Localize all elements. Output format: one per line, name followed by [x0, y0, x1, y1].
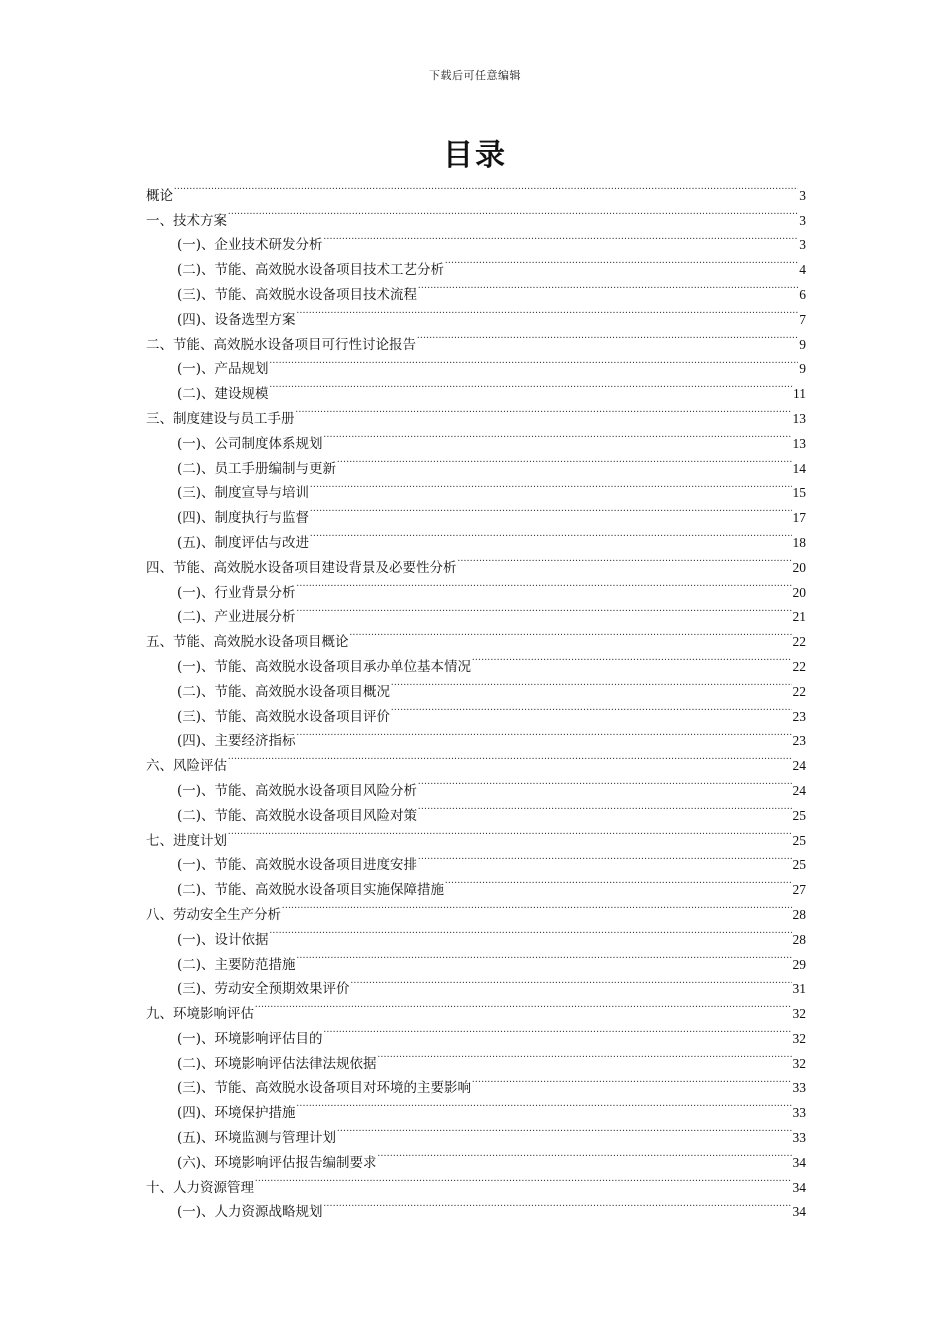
toc-dot-leader [445, 869, 791, 894]
toc-entry-title: (四)、环境保护措施 [177, 1105, 296, 1122]
toc-entry-page-number: 3 [799, 187, 806, 203]
toc-dot-leader [458, 547, 792, 572]
toc-dot-leader [270, 373, 792, 398]
toc-entry-page-number: 4 [799, 262, 806, 278]
toc-dot-leader [270, 919, 792, 944]
toc-entry-title: (四)、制度执行与监督 [177, 510, 310, 527]
toc-entry-title: (二)、节能、高效脱水设备项目技术工艺分析 [177, 262, 445, 279]
toc-entry-page-number: 33 [792, 1080, 806, 1096]
toc-entry-title: (一)、公司制度体系规划 [177, 435, 323, 452]
toc-entry-title: 二、节能、高效脱水设备项目可行性讨论报告 [146, 336, 416, 353]
toc-entry-title: 十、人力资源管理 [146, 1179, 254, 1196]
toc-entry-title: 七、进度计划 [146, 832, 227, 849]
toc-dot-leader [472, 646, 791, 671]
toc-entry-page-number: 23 [792, 733, 806, 749]
toc-entry-page-number: 33 [792, 1105, 806, 1121]
toc-dot-leader [324, 423, 792, 448]
toc-entry-page-number: 6 [799, 286, 806, 302]
toc-entry-title: (一)、节能、高效脱水设备项目进度安排 [177, 857, 418, 874]
toc-dot-leader [445, 249, 798, 274]
toc-entry-title: 概论 [146, 187, 173, 204]
table-of-contents [146, 175, 806, 1221]
toc-entry-page-number: 21 [792, 609, 806, 625]
toc-entry-title: 八、劳动安全生产分析 [146, 906, 281, 923]
toc-entry[interactable] [146, 745, 806, 775]
toc-entry-page-number: 22 [792, 683, 806, 699]
page-header: 下载后可任意编辑 [429, 69, 521, 82]
toc-dot-leader [417, 324, 798, 349]
toc-entry-page-number: 9 [799, 336, 806, 352]
toc-dot-leader [270, 349, 799, 374]
toc-dot-leader [310, 473, 791, 498]
toc-entry-title: (一)、设计依据 [177, 931, 269, 948]
toc-entry-title: (一)、节能、高效脱水设备项目风险分析 [177, 782, 418, 799]
toc-entry-page-number: 33 [792, 1130, 806, 1146]
toc-dot-leader [350, 621, 792, 646]
toc-entry-page-number: 31 [792, 981, 806, 997]
toc-entry-title: (二)、环境影响评估法律法规依据 [177, 1055, 377, 1072]
toc-entry-title: (三)、节能、高效脱水设备项目技术流程 [177, 286, 418, 303]
toc-entry-page-number: 11 [793, 386, 806, 402]
toc-dot-leader [297, 572, 792, 597]
toc-dot-leader [418, 845, 791, 870]
toc-entry-page-number: 3 [799, 212, 806, 228]
toc-dot-leader [418, 274, 798, 299]
toc-dot-leader [174, 175, 798, 200]
toc-entry-title: 九、环境影响评估 [146, 1006, 254, 1023]
toc-entry-title: (二)、节能、高效脱水设备项目概况 [177, 683, 391, 700]
toc-entry-title: (二)、节能、高效脱水设备项目风险对策 [177, 807, 418, 824]
toc-entry-title: (二)、员工手册编制与更新 [177, 460, 337, 477]
toc-entry[interactable] [146, 770, 806, 799]
toc-entry-page-number: 7 [799, 311, 806, 327]
toc-entry-page-number: 9 [799, 361, 806, 377]
toc-entry-page-number: 34 [792, 1204, 806, 1220]
toc-entry-page-number: 34 [792, 1179, 806, 1195]
toc-dot-leader [228, 820, 792, 845]
toc-entry-page-number: 27 [792, 882, 806, 898]
toc-entry-title: (一)、环境影响评估目的 [177, 1030, 323, 1047]
toc-entry-title: (二)、建设规模 [177, 386, 269, 403]
toc-entry-page-number: 28 [792, 931, 806, 947]
toc-dot-leader [324, 225, 799, 250]
toc-entry-page-number: 24 [792, 782, 806, 798]
toc-entry-title: (四)、设备选型方案 [177, 311, 296, 328]
toc-entry-page-number: 22 [792, 658, 806, 674]
toc-dot-leader [324, 1192, 792, 1217]
toc-entry-page-number: 20 [792, 559, 806, 575]
toc-entry-title: (一)、企业技术研发分析 [177, 237, 323, 254]
toc-entry-title: (一)、产品规划 [177, 361, 269, 378]
toc-dot-leader [255, 993, 792, 1018]
toc-dot-leader [297, 1092, 792, 1117]
toc-dot-leader [297, 299, 799, 324]
toc-entry[interactable] [146, 845, 806, 874]
toc-dot-leader [296, 398, 792, 423]
toc-dot-leader [255, 1167, 792, 1192]
toc-entry-page-number: 14 [792, 460, 806, 476]
toc-entry-title: (一)、行业背景分析 [177, 584, 296, 601]
toc-entry-title: (六)、环境影响评估报告编制要求 [177, 1154, 377, 1171]
toc-entry-page-number: 25 [792, 857, 806, 873]
toc-dot-leader [297, 721, 792, 746]
toc-dot-leader [378, 1043, 792, 1068]
toc-entry-title: (五)、制度评估与改进 [177, 534, 310, 551]
toc-entry[interactable] [146, 175, 806, 204]
toc-dot-leader [391, 671, 791, 696]
toc-dot-leader [228, 200, 798, 225]
toc-entry-title: 五、节能、高效脱水设备项目概论 [146, 634, 349, 651]
toc-entry-title: 四、节能、高效脱水设备项目建设背景及必要性分析 [146, 559, 457, 576]
toc-entry-title: 六、风险评估 [146, 758, 227, 775]
toc-dot-leader [297, 944, 792, 969]
toc-entry-page-number: 24 [792, 758, 806, 774]
toc-entry-page-number: 13 [792, 410, 806, 426]
toc-entry-title: (五)、环境监测与管理计划 [177, 1130, 337, 1147]
toc-entry-page-number: 28 [792, 906, 806, 922]
toc-dot-leader [418, 770, 791, 795]
toc-dot-leader [310, 497, 791, 522]
toc-dot-leader [310, 522, 791, 547]
toc-dot-leader [337, 1117, 791, 1142]
toc-entry-title: (三)、制度宣导与培训 [177, 485, 310, 502]
toc-entry-title: (一)、人力资源战略规划 [177, 1204, 323, 1221]
toc-dot-leader [324, 1018, 792, 1043]
toc-entry-title: (三)、节能、高效脱水设备项目对环境的主要影响 [177, 1080, 472, 1097]
toc-entry-title: (一)、节能、高效脱水设备项目承办单位基本情况 [177, 658, 472, 675]
toc-entry-title: (二)、主要防范措施 [177, 956, 296, 973]
toc-entry-page-number: 25 [792, 832, 806, 848]
toc-dot-leader [297, 597, 792, 622]
toc-dot-leader [337, 448, 791, 473]
toc-dot-leader [391, 696, 791, 721]
toc-entry-page-number: 34 [792, 1154, 806, 1170]
toc-entry-page-number: 13 [792, 435, 806, 451]
toc-entry-title: (三)、节能、高效脱水设备项目评价 [177, 708, 391, 725]
page-title: 目录 [443, 138, 507, 173]
toc-entry-page-number: 23 [792, 708, 806, 724]
toc-entry[interactable] [146, 200, 806, 229]
toc-entry-page-number: 32 [792, 1006, 806, 1022]
toc-entry-title: 三、制度建设与员工手册 [146, 410, 295, 427]
toc-entry-page-number: 32 [792, 1055, 806, 1071]
toc-entry-title: (二)、节能、高效脱水设备项目实施保障措施 [177, 882, 445, 899]
toc-entry[interactable] [146, 820, 806, 849]
toc-entry-page-number: 32 [792, 1030, 806, 1046]
toc-dot-leader [472, 1068, 791, 1093]
toc-dot-leader [351, 969, 792, 994]
toc-dot-leader [228, 745, 792, 770]
toc-entry-page-number: 22 [792, 634, 806, 650]
toc-entry-page-number: 25 [792, 807, 806, 823]
toc-entry-title: (三)、劳动安全预期效果评价 [177, 981, 350, 998]
toc-entry-page-number: 3 [799, 237, 806, 253]
toc-entry-page-number: 29 [792, 956, 806, 972]
toc-entry-title: (二)、产业进展分析 [177, 609, 296, 626]
toc-entry-title: (四)、主要经济指标 [177, 733, 296, 750]
toc-entry-page-number: 15 [792, 485, 806, 501]
toc-entry[interactable] [146, 225, 806, 254]
toc-entry-page-number: 18 [792, 534, 806, 550]
toc-dot-leader [378, 1142, 792, 1167]
toc-entry-page-number: 17 [792, 510, 806, 526]
toc-entry-title: 一、技术方案 [146, 212, 227, 229]
toc-entry-page-number: 20 [792, 584, 806, 600]
toc-dot-leader [418, 795, 791, 820]
toc-dot-leader [282, 894, 792, 919]
